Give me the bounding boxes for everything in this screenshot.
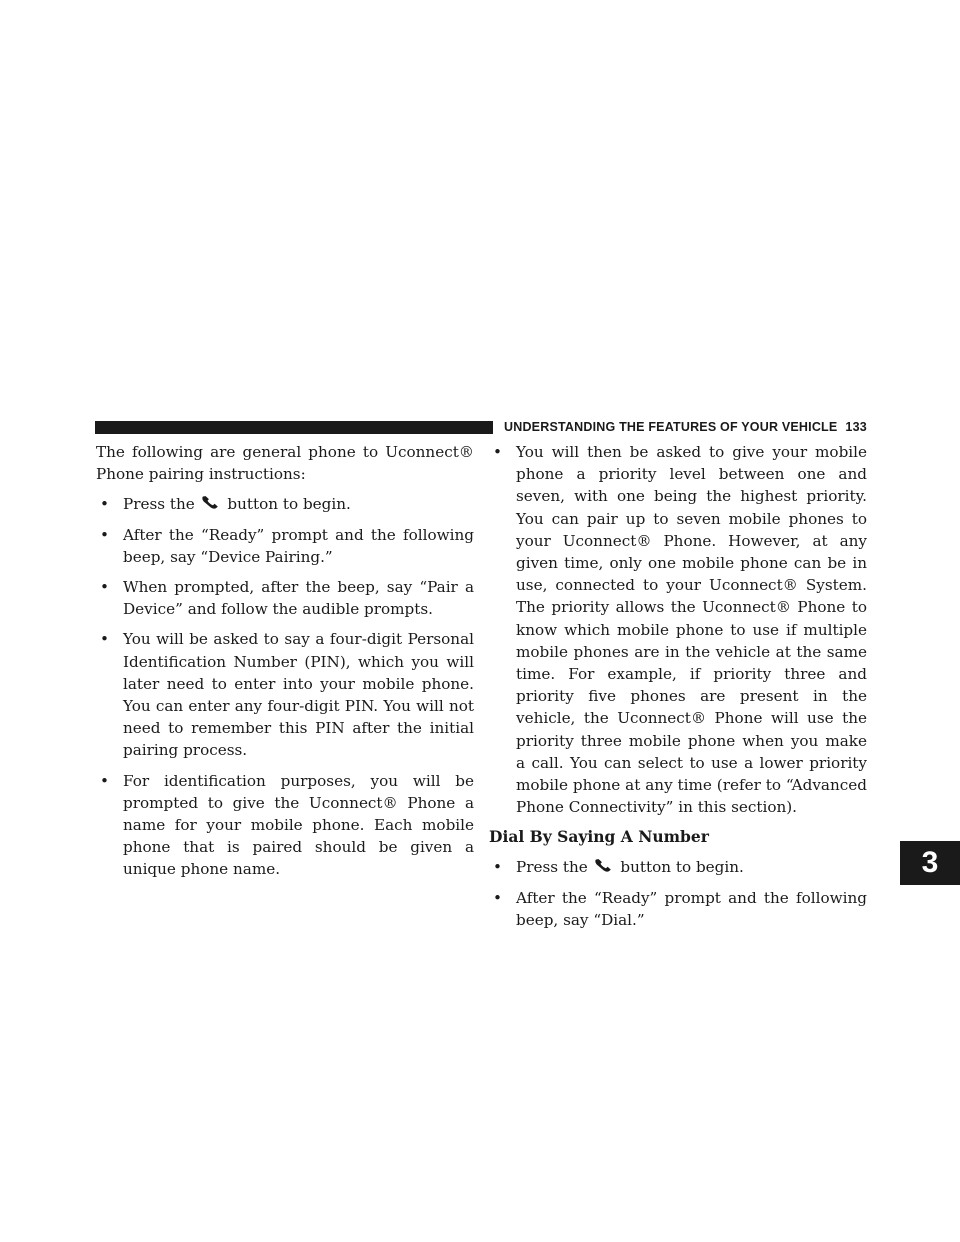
dial-steps-list (489, 856, 867, 931)
bullet: • (493, 858, 502, 877)
list-item (96, 576, 474, 620)
bullet: • (100, 771, 109, 790)
right-column (489, 441, 867, 939)
press-suffix: button to begin. (620, 858, 744, 877)
section-heading: Dial By Saying A Number (489, 827, 709, 847)
list-item (96, 493, 474, 515)
bullet: • (100, 495, 109, 514)
bullet: • (493, 888, 502, 907)
list-item-text: After the “Ready” prompt and the following beep, say “Dial.” (516, 888, 867, 929)
pairing-steps-list (96, 493, 474, 880)
running-header (504, 419, 866, 436)
list-item-text: You will then be asked to give your mobile phone a priority level between one and seven, with one being the highest priority. You can pair up to seven mobile phones to your Uconnect® Phone. However, at any given time, only one mobile phone can be in use, connected to your Uconnect® System. The priority allows the Uconnect® Phone to know which mobile phone to use if multiple mobile phones are in the vehicle at the same time. For example, if priority three and priority five phones are present in the vehicle, the Uconnect® Phone will use the priority three mobile phone when you make a call. You can select to use a lower priority mobile phone at any time (refer to “Advanced Phone Connectivity” in this section). (516, 443, 867, 817)
press-suffix: button to begin. (227, 495, 351, 514)
left-column (96, 441, 474, 889)
list-item-text: You will be asked to say a four-digit Personal Identification Number (PIN), which you will later need to enter into your mobile phone. You can enter any four-digit PIN. You will not need to remember this PIN after the initial pairing process. (123, 630, 474, 760)
press-prefix: Press the (516, 858, 588, 877)
list-item (489, 856, 867, 878)
header-rule (95, 421, 493, 434)
chapter-tab[interactable]: 3 (900, 841, 960, 885)
list-item (96, 524, 474, 568)
list-item-text: After the “Ready” prompt and the following beep, say “Device Pairing.” (123, 525, 474, 566)
bullet: • (100, 630, 109, 649)
intro-paragraph: The following are general phone to Uconnect® Phone pairing instructions: (96, 443, 474, 484)
priority-list (489, 441, 867, 818)
page-number: 133 (845, 420, 867, 434)
section-title: UNDERSTANDING THE FEATURES OF YOUR VEHICLE (504, 420, 838, 434)
list-item-text: When prompted, after the beep, say “Pair a Device” and follow the audible prompts. (123, 578, 474, 619)
list-item (96, 628, 474, 761)
phone-handset-icon (201, 495, 221, 510)
bullet: • (100, 525, 109, 544)
bullet: • (100, 578, 109, 597)
bullet: • (493, 443, 502, 461)
list-item (489, 887, 867, 931)
list-item (96, 770, 474, 881)
press-prefix: Press the (123, 495, 195, 514)
list-item (489, 441, 867, 818)
list-item-text: For identification purposes, you will be prompted to give the Uconnect® Phone a name for your mobile phone. Each mobile phone that is paired should be given a unique phone name. (123, 771, 474, 879)
phone-handset-icon (594, 858, 614, 873)
